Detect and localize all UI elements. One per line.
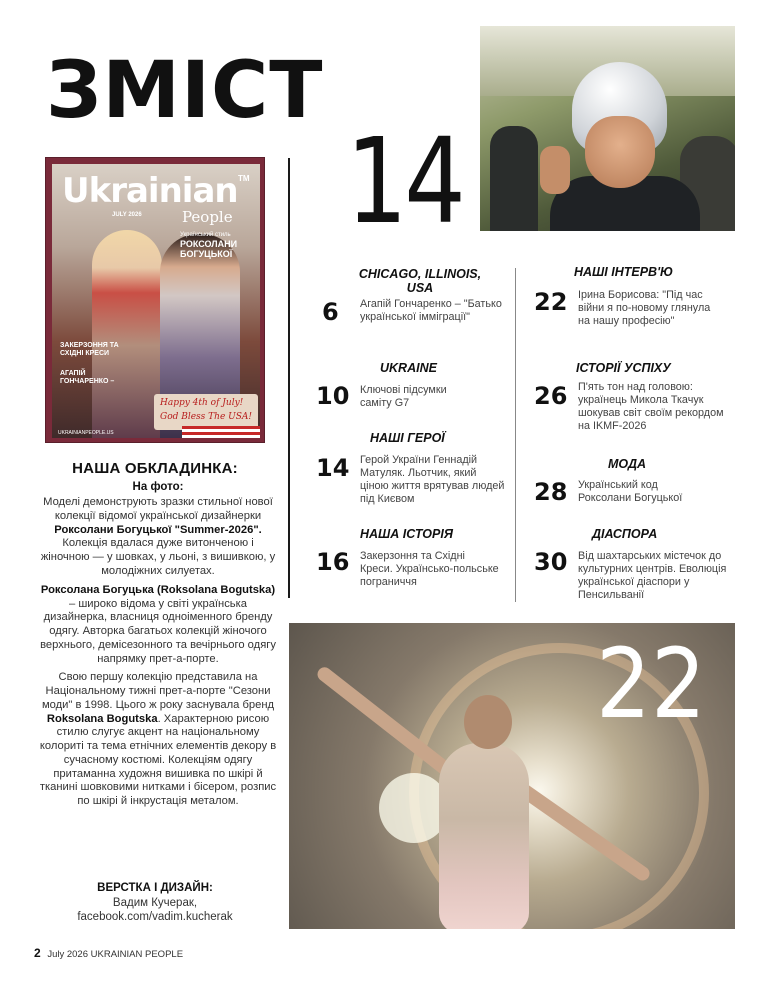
toc-description[interactable]: Закерзоння та Східні Креси. Українсько-польське пограниччя: [360, 550, 499, 588]
caption-paragraph-1: Моделі демонструють зразки стильної нової колекції відомої української дизайнерки Роксолани Богуцької "Summer-2026". Колекція вдалася дуже витонченою і жіночною — у шовках, у льоні, з вишивкою, у молодіжних силуетах.: [40, 496, 276, 577]
cover-trademark: TM: [238, 174, 250, 183]
cover-logo-sub: People: [182, 208, 233, 226]
caption-paragraph-2: Роксолана Богуцька (Roksolana Bogutska) – широко відома у світі українська дизайнерка, власниця одноіменного бренду одягу. Авторка багатьох колекцій жіночого верхнього, демісезонного та вечірнього одягу напрямку прет-а-порте.: [40, 583, 276, 665]
feature-page-number-top: 14: [346, 112, 463, 250]
toc-description[interactable]: Ірина Борисова: "Під час війни я по-новому глянула на нашу професію": [578, 289, 711, 327]
cover-banner-line-2: God Bless The USA!: [160, 412, 252, 422]
toc-section-title: CHICAGO, ILLINOIS, USA: [358, 267, 482, 295]
credits-name: Вадим Кучерак,: [112, 897, 198, 909]
flag-stripes: [182, 426, 260, 438]
background-person: [490, 126, 538, 231]
caption-paragraph-3: Свою першу колекцію представила на Національному тижні прет-а-порте "Сезони моди" в 1998. Цього ж року заснувала бренд Roksolana Bogutska. Характерною рисою стилю слугує акцент на національному колориті та тема етнічних елементів декору в сучасному костюмі. Колекціям одягу притаманна художня вишивка по шкірі й тканині шовковими нитками і бісером, розпис по шкірі й інкрустація металом.: [39, 671, 277, 808]
footer-magazine: UKRAINIAN PEOPLE: [90, 949, 184, 960]
toc-section-title: НАШІ ІНТЕРВ'Ю: [574, 265, 674, 279]
thumbs-up-hand: [540, 146, 570, 194]
toc-page-number[interactable]: 22: [534, 288, 568, 316]
pilot-photo[interactable]: [480, 26, 735, 231]
footer-page-number: 2: [34, 946, 41, 960]
dancer-head: [464, 695, 512, 749]
dancer-body: [439, 743, 529, 929]
cover-headline: РОКСОЛАНИ БОГУЦЬКОЇ: [180, 239, 238, 259]
page-footer: [34, 946, 183, 960]
toc-section-title: UKRAINE: [380, 361, 437, 375]
feature-page-number-bottom: 22: [596, 628, 706, 740]
divider-right: [515, 268, 516, 602]
cover-model-left: [92, 230, 162, 438]
toc-description[interactable]: Від шахтарських містечок до культурних центрів. Еволюція української діаспори у Пенсильванії: [578, 550, 727, 601]
cover-site-code: UKRAINIANPEOPLE.US: [58, 430, 114, 436]
cover-story-2: АГАПІЙ ГОНЧАРЕНКО –: [60, 370, 115, 386]
cover-caption: [38, 480, 278, 814]
cover-banner-line-1: Happy 4th of July!: [160, 398, 244, 408]
toc-section-title: МОДА: [608, 457, 647, 471]
toc-description[interactable]: Ключові підсумки саміту G7: [360, 384, 447, 409]
cover-image: [52, 164, 260, 438]
toc-description[interactable]: Герой України Геннадій Матуляк. Льотчик, який ціною життя врятував людей під Києвом: [360, 454, 505, 505]
toc-section-title: ДІАСПОРА: [592, 527, 658, 541]
magazine-cover[interactable]: [45, 157, 265, 443]
credits: [40, 896, 270, 925]
pilot-face: [585, 116, 655, 188]
toc-page-number[interactable]: 14: [316, 454, 350, 482]
divider-left: [288, 158, 290, 598]
cover-section-heading: НАША ОБКЛАДИНКА:: [72, 460, 238, 477]
cover-headline-small: Український стиль: [180, 232, 231, 238]
page-title: ЗМІСТ: [46, 46, 324, 136]
credits-heading: ВЕРСТКА І ДИЗАЙН:: [97, 882, 213, 894]
photo-label: На фото:: [132, 481, 184, 493]
toc-page-number[interactable]: 26: [534, 382, 568, 410]
footer-issue: July 2026: [47, 949, 88, 960]
cover-logo-main: Ukrainian: [62, 171, 238, 211]
cover-issue-date: JULY 2026: [112, 212, 142, 218]
toc-description[interactable]: Український код Роксолани Богуцької: [578, 479, 683, 504]
toc-page-number[interactable]: 30: [534, 548, 568, 576]
toc-description[interactable]: П'ять тон над головою: українець Микола Ткачук шокував світ своїм рекордом на IKMF-2026: [578, 381, 724, 432]
toc-section-title: ІСТОРІЇ УСПІХУ: [576, 361, 671, 375]
toc-section-title: НАША ІСТОРІЯ: [360, 527, 453, 541]
toc-page-number[interactable]: 6: [322, 298, 339, 326]
toc-description[interactable]: Агапій Гончаренко – "Батько української імміграції": [360, 298, 502, 323]
toc-page-number[interactable]: 16: [316, 548, 350, 576]
toc-page-number[interactable]: 28: [534, 478, 568, 506]
toc-page-number[interactable]: 10: [316, 382, 350, 410]
cover-story-1: ЗАКЕРЗОННЯ ТА СХІДНІ КРЕСИ: [60, 342, 119, 358]
toc-section-title: НАШІ ГЕРОЇ: [370, 431, 445, 445]
credits-link[interactable]: facebook.com/vadim.kucherak: [77, 911, 233, 924]
